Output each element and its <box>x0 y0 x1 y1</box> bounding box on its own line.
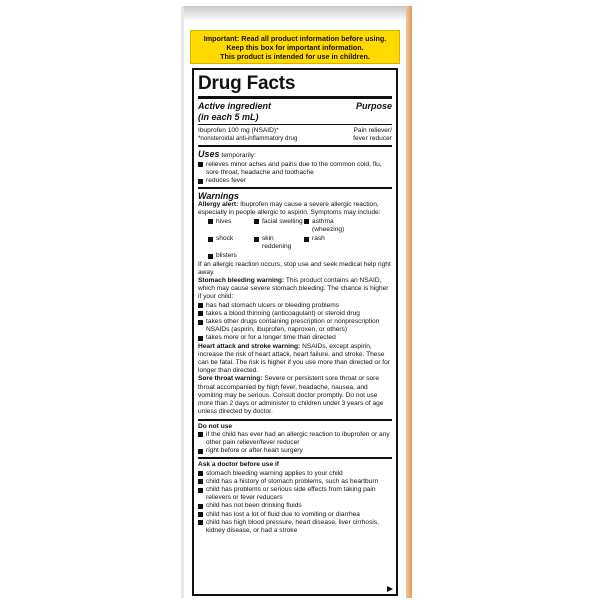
symptom-item: rash <box>304 235 364 251</box>
important-banner <box>190 30 400 64</box>
nsaid-footnote: *nonsteroidal anti-inflammatory drug <box>198 135 298 143</box>
do-not-use-heading: Do not use <box>198 422 233 430</box>
symptom-item: hives <box>208 218 254 234</box>
drug-facts-title: Drug Facts <box>198 73 392 99</box>
divider <box>198 145 392 147</box>
do-not-use-item: right before or after heart surgery <box>198 447 392 455</box>
allergy-alert: Allergy alert: Ibuprofen may cause a severe allergic reaction, especially in people allergic to aspirin. Symptoms may include: <box>198 201 381 217</box>
ask-doctor-item: child has high blood pressure, heart disease, liver cirrhosis, kidney disease, or had a stroke <box>198 519 392 535</box>
ask-doctor-item: child has problems or serious side effects from taking pain relievers or fever reducers <box>198 486 392 502</box>
symptom-item: asthma (wheezing) <box>304 218 364 234</box>
continue-arrow-icon <box>387 586 393 592</box>
purpose-line-1: Pain reliever/ <box>353 127 392 134</box>
do-not-use-item: if the child has ever had an allergic reaction to ibuprofen or any other pain reliever/fever reducer <box>198 431 392 447</box>
footnote-row <box>198 135 392 143</box>
purpose-line-2: fever reducer <box>353 135 392 143</box>
active-ingredient-heading: Active ingredient <box>198 101 272 111</box>
stomach-item: takes other drugs containing prescription or nonprescription NSAIDs (aspirin, ibuprofen, naproxen, or others) <box>198 318 392 334</box>
product-box <box>184 6 406 598</box>
uses-item: relieves minor aches and pains due to the common cold, flu, sore throat, headache and toothache <box>198 161 392 177</box>
uses-heading-line <box>198 149 392 160</box>
divider <box>198 457 392 459</box>
important-line-2: Keep this box for important information. <box>226 43 364 53</box>
active-ingredient-subheading: (in each 5 mL) <box>198 111 259 122</box>
important-line-1: Important: Read all product information before using. <box>203 34 387 43</box>
stomach-item: takes more or for a longer time than directed <box>198 334 392 342</box>
important-line-3: This product is intended for use in children. <box>220 52 370 62</box>
stomach-item: has had stomach ulcers or bleeding problems <box>198 302 392 310</box>
uses-intro: temporarily: <box>221 152 256 160</box>
box-right-edge <box>406 6 412 598</box>
symptom-list <box>198 218 392 261</box>
divider <box>198 124 392 125</box>
ask-doctor-heading: Ask a doctor before use if <box>198 461 279 469</box>
symptom-item: blisters <box>208 252 254 260</box>
drug-facts-panel <box>192 68 398 596</box>
divider <box>198 419 392 421</box>
box-left-edge <box>181 6 184 598</box>
symptom-item: shock <box>208 235 254 251</box>
box-top-shadow <box>184 6 406 28</box>
heart-warning: Heart attack and stroke warning: NSAIDs, except aspirin, increase the risk of heart attack, heart failure, and stroke. These can be fatal. The risk is higher if you use more than directed or for longer than directed. <box>198 342 390 375</box>
sore-throat-warning: Sore throat warning: Severe or persistent sore throat or sore throat accompanied by high fever, headache, nausea, and vomiting may be serious. Consult doctor promptly. Do not use more than 2 days or administer to children under 3 years of age unless directed by doctor. <box>198 375 384 416</box>
ask-doctor-item: stomach bleeding warning applies to your child <box>198 470 392 478</box>
stomach-item: takes a blood thinning (anticoagulant) or steroid drug <box>198 310 392 318</box>
uses-heading: Uses <box>198 149 220 160</box>
warnings-heading: Warnings <box>198 191 239 202</box>
allergy-after: If an allergic reaction occurs, stop use and seek medical help right away. <box>198 260 391 276</box>
ingredient-row <box>198 127 392 135</box>
active-header-row <box>198 101 392 122</box>
purpose-heading: Purpose <box>355 101 392 111</box>
uses-item: reduces fever <box>198 177 392 185</box>
symptom-item: facial swelling <box>254 218 304 234</box>
ask-doctor-item: child has lost a lot of fluid due to vomiting or diarrhea <box>198 511 392 519</box>
ask-doctor-item: child has not been drinking fluids <box>198 502 392 510</box>
ask-doctor-item: child has a history of stomach problems, such as heartburn <box>198 478 392 486</box>
stomach-warning: Stomach bleeding warning: This product contains an NSAID, which may cause severe stomach bleeding. The chance is higher if your child: <box>198 277 389 301</box>
ingredient-text: Ibuprofen 100 mg (NSAID)* <box>198 127 279 134</box>
symptom-item: skin reddening <box>254 235 304 251</box>
divider <box>198 187 392 189</box>
